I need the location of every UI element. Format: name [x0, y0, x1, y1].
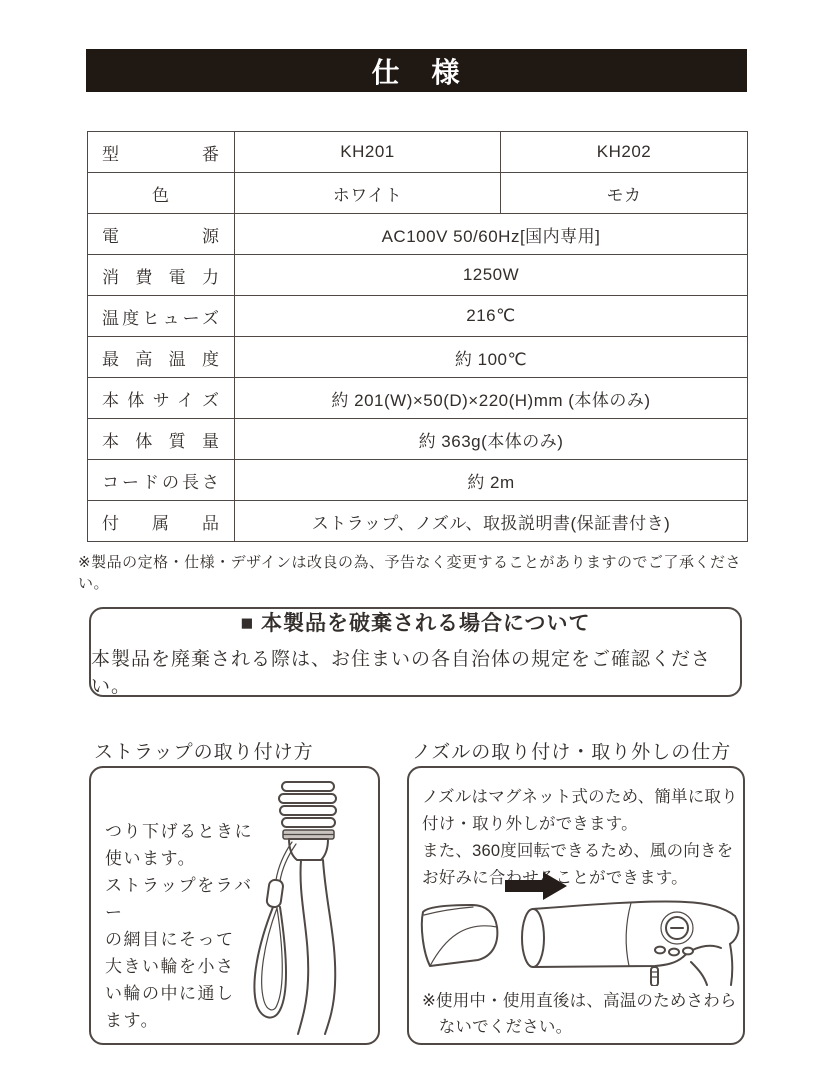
strap-section-title: ストラップの取り付け方	[94, 742, 314, 763]
text-line: い輪の中に通し	[105, 984, 235, 1003]
spec-row-label: 消費電力	[88, 255, 235, 296]
spec-row-value: 約 201(W)×50(D)×220(H)mm (本体のみ)	[235, 378, 748, 419]
spec-row-value: 1250W	[235, 255, 748, 296]
text-line: お好みに合わせることができます。	[422, 869, 688, 887]
direction-arrow-icon	[505, 872, 567, 900]
spec-row	[88, 378, 748, 419]
text-line: 付け・取り外しができます。	[422, 815, 638, 833]
spec-row	[88, 173, 748, 214]
strap-instruction-box	[89, 766, 380, 1045]
disposal-box-title: ■ 本製品を破棄される場合について	[240, 611, 591, 635]
spec-row-value: ホワイト	[235, 173, 501, 214]
spec-row-value: KH201	[235, 132, 501, 173]
text-line: ストラップをラバー	[105, 876, 253, 922]
spec-row-label: 本体サイズ	[88, 378, 235, 419]
text-line: ノズルはマグネット式のため、簡単に取り	[422, 788, 738, 806]
spec-row-value: KH202	[501, 132, 748, 173]
spec-row-label: 電源	[88, 214, 235, 255]
spec-row	[88, 501, 748, 542]
text-line: 使います。	[105, 849, 197, 868]
strap-illustration	[240, 778, 372, 1036]
spec-table-body	[88, 132, 748, 542]
spec-row	[88, 419, 748, 460]
spec-row-value: 約 100℃	[235, 337, 748, 378]
spec-row	[88, 214, 748, 255]
text-line: の網目にそって	[105, 930, 235, 949]
spec-row	[88, 337, 748, 378]
text-line: 大きい輪を小さ	[105, 957, 235, 976]
spec-row-label: 付属品	[88, 501, 235, 542]
nozzle-instruction-box	[407, 766, 745, 1045]
spec-row-value: 約 363g(本体のみ)	[235, 419, 748, 460]
spec-footnote: ※製品の定格・仕様・デザインは改良の為、予告なく変更することがありますのでご了承ください。	[78, 554, 742, 592]
spec-row-value: AC100V 50/60Hz[国内専用]	[235, 214, 748, 255]
text-line: ※使用中・使用直後は、高温のためさわら	[422, 992, 737, 1010]
nozzle-section-title: ノズルの取り付け・取り外しの仕方	[412, 742, 732, 763]
spec-row-label: 本体質量	[88, 419, 235, 460]
spec-row-value: 216℃	[235, 296, 748, 337]
text-line: つり下げるときに	[105, 822, 253, 841]
spec-row	[88, 296, 748, 337]
disposal-box-body: 本製品を廃棄される際は、お住まいの各自治体の規定をご確認ください。	[91, 648, 712, 697]
spec-row-label: コードの長さ	[88, 460, 235, 501]
spec-row-label: 温度ヒューズ	[88, 296, 235, 337]
page-title: 仕 様	[371, 56, 462, 88]
page-title-bar	[86, 49, 747, 92]
spec-row-value: ストラップ、ノズル、取扱説明書(保証書付き)	[235, 501, 748, 542]
nozzle-caution-note	[422, 988, 738, 1040]
spec-row-label: 色	[88, 173, 235, 214]
spec-row	[88, 255, 748, 296]
nozzle-attach-illustration	[415, 868, 741, 986]
text-line: また、360度回転できるため、風の向きを	[422, 842, 734, 860]
disposal-box	[89, 607, 742, 697]
spec-row	[88, 460, 748, 501]
spec-row-value: 約 2m	[235, 460, 748, 501]
text-line: ないでください。	[422, 1018, 573, 1036]
spec-table	[87, 131, 748, 542]
spec-row	[88, 132, 748, 173]
spec-row-value: モカ	[501, 173, 748, 214]
text-line: ます。	[105, 1011, 160, 1030]
spec-row-label: 最高温度	[88, 337, 235, 378]
spec-row-label: 型番	[88, 132, 235, 173]
